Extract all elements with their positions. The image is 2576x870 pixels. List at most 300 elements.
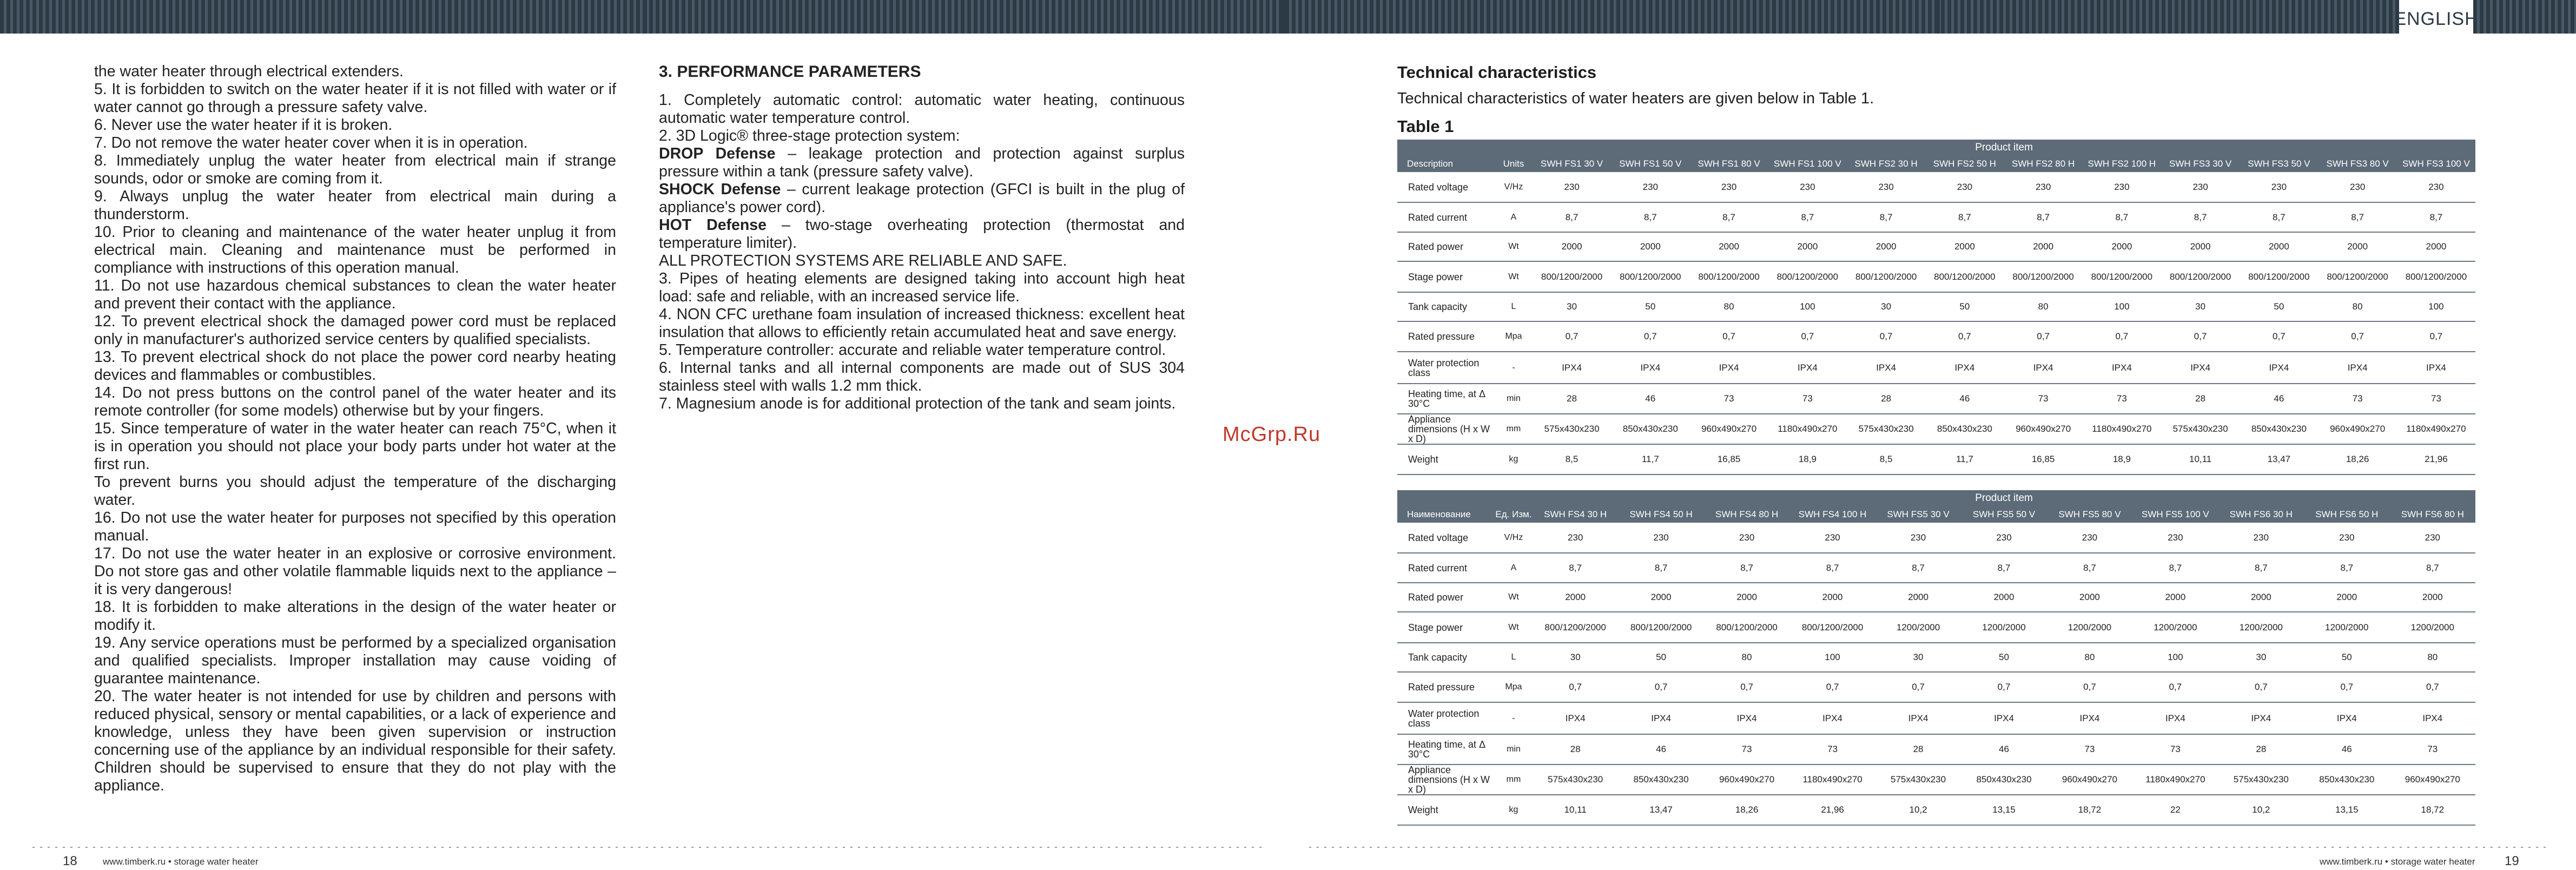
row-label: Heating time, at Δ 30°C <box>1397 384 1495 414</box>
value-cell: 80 <box>2390 643 2476 672</box>
row-unit: mm <box>1495 764 1533 795</box>
row-unit: - <box>1495 702 1533 734</box>
model-header: SWH FS4 80 H <box>1704 506 1789 523</box>
instruction-item: 10. Prior to cleaning and maintenance of the water heater unplug it from electrical main. Cleaning and maintenance must be performed in compliance with instructions of this operation manual. <box>94 223 616 276</box>
value-cell: IPX4 <box>2319 352 2397 384</box>
row-label: Water protection class <box>1397 352 1495 384</box>
value-cell: 2000 <box>1768 232 1847 261</box>
footer-dotted-rule <box>1309 847 2548 848</box>
value-cell: 80 <box>2047 643 2132 672</box>
value-cell: 100 <box>2083 292 2161 321</box>
table-row <box>1397 384 2475 414</box>
value-cell: 46 <box>2304 734 2389 764</box>
value-cell: 800/1200/2000 <box>1789 612 1875 643</box>
value-cell: 800/1200/2000 <box>2083 261 2161 292</box>
footer-site-right: www.timberk.ru • storage water heater <box>2320 856 2475 867</box>
value-cell: IPX4 <box>2304 702 2389 734</box>
value-cell: 8,7 <box>2218 553 2304 583</box>
value-cell: 850x430x230 <box>2240 414 2318 444</box>
value-cell: 30 <box>1847 292 1925 321</box>
value-cell: 8,7 <box>1690 202 1768 232</box>
value-cell: 28 <box>1875 734 1961 764</box>
value-cell: IPX4 <box>1875 702 1961 734</box>
row-label: Tank capacity <box>1397 643 1495 672</box>
header-blank <box>1495 490 1533 506</box>
header-blank <box>1397 490 1495 506</box>
language-label: ENGLISH <box>2399 0 2473 38</box>
product-item-header: Product item <box>1533 140 2475 156</box>
value-cell: 30 <box>1533 643 1618 672</box>
value-cell: 50 <box>1961 643 2046 672</box>
value-cell: IPX4 <box>1690 352 1768 384</box>
hot-defense <box>659 216 1185 252</box>
value-cell: 73 <box>1768 384 1847 414</box>
value-cell: 0,7 <box>1618 672 1703 702</box>
value-cell: 960x490x270 <box>2390 764 2476 795</box>
value-cell: 850x430x230 <box>1611 414 1689 444</box>
instruction-item: the water heater through electrical extenders. <box>94 63 404 80</box>
value-cell: 800/1200/2000 <box>2397 261 2475 292</box>
value-cell: 8,7 <box>2161 202 2240 232</box>
value-cell: IPX4 <box>1533 702 1618 734</box>
value-cell: 73 <box>2390 734 2476 764</box>
instruction-item: 15. Since temperature of water in the water heater can reach 75°C, when it is in operation you should not place your body parts under hot water at the first run. <box>94 420 616 473</box>
units-header: Ед. Изм. <box>1495 506 1533 523</box>
value-cell: IPX4 <box>1768 352 1847 384</box>
value-cell: 80 <box>1690 292 1768 321</box>
value-cell: 10,11 <box>1533 795 1618 825</box>
value-cell: 73 <box>2004 384 2083 414</box>
row-unit: Wt <box>1495 261 1533 292</box>
value-cell: 0,7 <box>1533 672 1618 702</box>
value-cell: 100 <box>2397 292 2475 321</box>
row-label: Stage power <box>1397 612 1495 643</box>
value-cell: 2000 <box>1533 232 1611 261</box>
row-unit: Mpa <box>1495 672 1533 702</box>
header-blank <box>1397 140 1495 156</box>
instruction-item: 17. Do not use the water heater in an explosive or corrosive environment. Do not store gas and other volatile flammable liquids next to the appliance – it is very dangerous! <box>94 545 616 598</box>
value-cell: 30 <box>2161 292 2240 321</box>
value-cell: 230 <box>1961 523 2046 553</box>
value-cell: 230 <box>1533 172 1611 202</box>
value-cell: 8,5 <box>1847 444 1925 474</box>
drop-defense-label: DROP Defense <box>659 145 776 162</box>
value-cell: 1200/2000 <box>2390 612 2476 643</box>
value-cell: 0,7 <box>1690 321 1768 352</box>
value-cell: 18,72 <box>2047 795 2132 825</box>
value-cell: 800/1200/2000 <box>1533 612 1618 643</box>
instruction-item: 14. Do not press buttons on the control panel of the water heater and its remote controller (for some models) otherwise but by your fingers. <box>94 384 616 419</box>
value-cell: 2000 <box>2319 232 2397 261</box>
value-cell: 230 <box>1925 172 2004 202</box>
model-header: SWH FS3 30 V <box>2161 156 2240 172</box>
value-cell: 11,7 <box>1925 444 2004 474</box>
value-cell: 8,7 <box>2004 202 2083 232</box>
page-number-left: 18 <box>63 854 77 868</box>
table-row <box>1397 553 2475 583</box>
value-cell: 8,7 <box>1847 202 1925 232</box>
model-header: SWH FS6 80 H <box>2390 506 2476 523</box>
shock-defense-label: SHOCK Defense <box>659 181 781 198</box>
model-header: SWH FS1 80 V <box>1690 156 1768 172</box>
table-row <box>1397 523 2475 553</box>
value-cell: 13,15 <box>1961 795 2046 825</box>
value-cell: 18,9 <box>2083 444 2161 474</box>
table-row <box>1397 583 2475 612</box>
shock-defense <box>659 181 1185 216</box>
value-cell: 800/1200/2000 <box>1690 261 1768 292</box>
instruction-item: 16. Do not use the water heater for purposes not specified by this operation manual. <box>94 509 616 544</box>
value-cell: 230 <box>2304 523 2389 553</box>
product-item-header: Product item <box>1533 490 2475 506</box>
value-cell: 0,7 <box>1611 321 1689 352</box>
value-cell: 50 <box>2304 643 2389 672</box>
value-cell: 21,96 <box>2397 444 2475 474</box>
value-cell: 800/1200/2000 <box>1533 261 1611 292</box>
value-cell: 50 <box>2240 292 2318 321</box>
row-unit: Wt <box>1495 612 1533 643</box>
row-unit: V/Hz <box>1495 523 1533 553</box>
value-cell: 1200/2000 <box>2047 612 2132 643</box>
value-cell: 960x490x270 <box>2047 764 2132 795</box>
param-1: 1. Completely automatic control: automatic water heating, continuous automatic water temperature control. <box>659 91 1185 127</box>
model-header: SWH FS4 100 H <box>1789 506 1875 523</box>
table-row <box>1397 764 2475 795</box>
model-header: SWH FS2 50 H <box>1925 156 2004 172</box>
value-cell: 16,85 <box>1690 444 1768 474</box>
value-cell: 0,7 <box>1789 672 1875 702</box>
row-label: Rated pressure <box>1397 321 1495 352</box>
value-cell: 230 <box>2390 523 2476 553</box>
value-cell: 230 <box>2240 172 2318 202</box>
value-cell: IPX4 <box>2240 352 2318 384</box>
value-cell: 2000 <box>2397 232 2475 261</box>
value-cell: 230 <box>1618 523 1703 553</box>
value-cell: 230 <box>1789 523 1875 553</box>
value-cell: 0,7 <box>2083 321 2161 352</box>
value-cell: 8,7 <box>2304 553 2389 583</box>
model-header: SWH FS4 50 H <box>1618 506 1703 523</box>
value-cell: 28 <box>1533 384 1611 414</box>
row-unit: min <box>1495 734 1533 764</box>
hot-defense-text: – two-stage overheating protection (thermostat and temperature limiter). <box>659 216 1185 252</box>
value-cell: 73 <box>1704 734 1789 764</box>
value-cell: IPX4 <box>1704 702 1789 734</box>
row-label: Heating time, at Δ 30°C <box>1397 734 1495 764</box>
model-header: SWH FS2 30 H <box>1847 156 1925 172</box>
value-cell: 850x430x230 <box>1925 414 2004 444</box>
value-cell: 2000 <box>2304 583 2389 612</box>
value-cell: 46 <box>1961 734 2046 764</box>
model-header: SWH FS1 50 V <box>1611 156 1689 172</box>
row-label: Tank capacity <box>1397 292 1495 321</box>
value-cell: 2000 <box>1847 232 1925 261</box>
watermark: McGrp.Ru <box>1223 423 1321 446</box>
model-header: SWH FS5 100 V <box>2132 506 2218 523</box>
value-cell: 8,7 <box>2240 202 2318 232</box>
value-cell: 0,7 <box>2004 321 2083 352</box>
model-header: SWH FS3 50 V <box>2240 156 2318 172</box>
row-label: Rated voltage <box>1397 172 1495 202</box>
value-cell: 0,7 <box>2240 321 2318 352</box>
row-unit: kg <box>1495 444 1533 474</box>
table-row <box>1397 702 2475 734</box>
value-cell: 230 <box>1768 172 1847 202</box>
value-cell: 230 <box>2397 172 2475 202</box>
value-cell: IPX4 <box>1611 352 1689 384</box>
performance-parameters-column <box>659 63 1185 413</box>
value-cell: 73 <box>2132 734 2218 764</box>
value-cell: 1200/2000 <box>1875 612 1961 643</box>
instruction-item: 20. The water heater is not intended for use by children and persons with reduced physical, sensory or mental capabilities, or a lack of experience and knowledge, unless they have been given supervision or instruction concerning use of the appliance by an individual responsible for their safety. Children should be supervised to ensure that they do not play with the appliance. <box>94 688 616 794</box>
value-cell: IPX4 <box>1618 702 1703 734</box>
value-cell: 2000 <box>1690 232 1768 261</box>
value-cell: IPX4 <box>2218 702 2304 734</box>
tech-subtitle: Technical characteristics of water heaters are given below in Table 1. <box>1397 90 1874 107</box>
value-cell: 73 <box>2397 384 2475 414</box>
value-cell: 28 <box>1533 734 1618 764</box>
drop-defense <box>659 145 1185 181</box>
value-cell: IPX4 <box>1533 352 1611 384</box>
value-cell: 1200/2000 <box>1961 612 2046 643</box>
table-row <box>1397 292 2475 321</box>
value-cell: 73 <box>1789 734 1875 764</box>
row-unit: - <box>1495 352 1533 384</box>
param-7: 7. Magnesium anode is for additional protection of the tank and seam joints. <box>659 395 1176 412</box>
value-cell: 46 <box>1611 384 1689 414</box>
instruction-item: 11. Do not use hazardous chemical substances to clean the water heater and prevent their contact with the appliance. <box>94 277 616 312</box>
value-cell: 100 <box>1789 643 1875 672</box>
value-cell: IPX4 <box>2083 352 2161 384</box>
value-cell: 21,96 <box>1789 795 1875 825</box>
row-label: Appliance dimensions (H x W x D) <box>1397 414 1495 444</box>
value-cell: 800/1200/2000 <box>1611 261 1689 292</box>
value-cell: 8,7 <box>1533 553 1618 583</box>
value-cell: 80 <box>1704 643 1789 672</box>
value-cell: 850x430x230 <box>1618 764 1703 795</box>
value-cell: 800/1200/2000 <box>1847 261 1925 292</box>
value-cell: 2000 <box>2004 232 2083 261</box>
value-cell: 800/1200/2000 <box>1925 261 2004 292</box>
instruction-item: To prevent burns you should adjust the temperature of the discharging water. <box>94 473 616 509</box>
value-cell: 230 <box>1847 172 1925 202</box>
value-cell: 2000 <box>1875 583 1961 612</box>
value-cell: 8,7 <box>1618 553 1703 583</box>
row-unit: Wt <box>1495 232 1533 261</box>
header-blank <box>1495 140 1533 156</box>
value-cell: 10,2 <box>2218 795 2304 825</box>
value-cell: 2000 <box>1611 232 1689 261</box>
value-cell: 0,7 <box>1533 321 1611 352</box>
hot-defense-label: HOT Defense <box>659 216 767 234</box>
value-cell: 0,7 <box>2218 672 2304 702</box>
row-label: Rated power <box>1397 583 1495 612</box>
value-cell: 8,7 <box>2132 553 2218 583</box>
row-unit: V/Hz <box>1495 172 1533 202</box>
instruction-item: 12. To prevent electrical shock the damaged power cord must be replaced only in manufacturer's authorized service centers by qualified specialists. <box>94 313 616 348</box>
model-header: SWH FS3 80 V <box>2319 156 2397 172</box>
description-header: Description <box>1397 156 1495 172</box>
value-cell: 960x490x270 <box>2004 414 2083 444</box>
table-row <box>1397 202 2475 232</box>
param-4: 4. NON CFC urethane foam insulation of increased thickness: excellent heat insulation that allows to efficiently retain accumulated heat and save energy. <box>659 306 1185 341</box>
value-cell: 2000 <box>1618 583 1703 612</box>
value-cell: 1200/2000 <box>2218 612 2304 643</box>
protection-statement: ALL PROTECTION SYSTEMS ARE RELIABLE AND SAFE. <box>659 252 1067 269</box>
value-cell: 800/1200/2000 <box>2004 261 2083 292</box>
value-cell: 73 <box>1690 384 1768 414</box>
value-cell: 28 <box>2161 384 2240 414</box>
value-cell: 46 <box>1925 384 2004 414</box>
value-cell: 230 <box>1690 172 1768 202</box>
value-cell: 13,47 <box>1618 795 1703 825</box>
row-unit: A <box>1495 553 1533 583</box>
value-cell: 230 <box>2132 523 2218 553</box>
value-cell: 575x430x230 <box>2161 414 2240 444</box>
value-cell: 8,7 <box>1961 553 2046 583</box>
value-cell: 50 <box>1925 292 2004 321</box>
value-cell: 0,7 <box>1961 672 2046 702</box>
value-cell: IPX4 <box>2161 352 2240 384</box>
value-cell: 2000 <box>2161 232 2240 261</box>
value-cell: 2000 <box>2390 583 2476 612</box>
value-cell: 8,7 <box>1704 553 1789 583</box>
value-cell: 1180x490x270 <box>2397 414 2475 444</box>
value-cell: 575x430x230 <box>2218 764 2304 795</box>
value-cell: 230 <box>1611 172 1689 202</box>
value-cell: IPX4 <box>1847 352 1925 384</box>
value-cell: 18,26 <box>1704 795 1789 825</box>
table-row <box>1397 672 2475 702</box>
value-cell: 2000 <box>2218 583 2304 612</box>
value-cell: IPX4 <box>2047 702 2132 734</box>
value-cell: 80 <box>2319 292 2397 321</box>
table-row <box>1397 352 2475 384</box>
value-cell: 13,15 <box>2304 795 2389 825</box>
row-label: Rated current <box>1397 553 1495 583</box>
value-cell: 1200/2000 <box>2132 612 2218 643</box>
row-unit: Mpa <box>1495 321 1533 352</box>
value-cell: 0,7 <box>1768 321 1847 352</box>
tech-title: Technical characteristics <box>1397 63 1597 82</box>
value-cell: 73 <box>2083 384 2161 414</box>
page-number-right: 19 <box>2505 854 2519 868</box>
value-cell: 22 <box>2132 795 2218 825</box>
value-cell: 2000 <box>1533 583 1618 612</box>
instruction-item: 6. Never use the water heater if it is broken. <box>94 116 393 134</box>
value-cell: 0,7 <box>1875 672 1961 702</box>
row-unit: kg <box>1495 795 1533 825</box>
table-row <box>1397 734 2475 764</box>
row-label: Rated pressure <box>1397 672 1495 702</box>
value-cell: 800/1200/2000 <box>1768 261 1847 292</box>
value-cell: 2000 <box>1789 583 1875 612</box>
value-cell: 8,7 <box>2083 202 2161 232</box>
instruction-item: 9. Always unplug the water heater from electrical main during a thunderstorm. <box>94 188 616 223</box>
model-header: SWH FS5 80 V <box>2047 506 2132 523</box>
value-cell: 8,7 <box>2047 553 2132 583</box>
value-cell: 800/1200/2000 <box>1618 612 1703 643</box>
units-header: Units <box>1495 156 1533 172</box>
value-cell: 2000 <box>2083 232 2161 261</box>
value-cell: 73 <box>2047 734 2132 764</box>
value-cell: 230 <box>1704 523 1789 553</box>
value-cell: 50 <box>1618 643 1703 672</box>
value-cell: 2000 <box>2132 583 2218 612</box>
footer-site-left: www.timberk.ru • storage water heater <box>103 856 259 867</box>
value-cell: 230 <box>1875 523 1961 553</box>
header-stripe-bar <box>0 0 2576 34</box>
model-header: SWH FS1 30 V <box>1533 156 1611 172</box>
value-cell: IPX4 <box>2132 702 2218 734</box>
value-cell: 1180x490x270 <box>2083 414 2161 444</box>
value-cell: 30 <box>1533 292 1611 321</box>
value-cell: 50 <box>1611 292 1689 321</box>
value-cell: IPX4 <box>2390 702 2476 734</box>
value-cell: 30 <box>1875 643 1961 672</box>
value-cell: 230 <box>2083 172 2161 202</box>
value-cell: IPX4 <box>2004 352 2083 384</box>
table-row <box>1397 795 2475 825</box>
value-cell: 10,11 <box>2161 444 2240 474</box>
value-cell: 575x430x230 <box>1533 764 1618 795</box>
value-cell: 230 <box>2161 172 2240 202</box>
table-row <box>1397 172 2475 202</box>
table-label: Table 1 <box>1397 117 1454 136</box>
table-row <box>1397 261 2475 292</box>
row-unit: L <box>1495 292 1533 321</box>
footer-dotted-rule <box>32 847 1266 848</box>
row-label: Rated current <box>1397 202 1495 232</box>
value-cell: 18,26 <box>2319 444 2397 474</box>
table-row <box>1397 612 2475 643</box>
value-cell: 0,7 <box>1704 672 1789 702</box>
value-cell: 11,7 <box>1611 444 1689 474</box>
value-cell: 2000 <box>2240 232 2318 261</box>
value-cell: 0,7 <box>1925 321 2004 352</box>
description-header: Наименование <box>1397 506 1495 523</box>
value-cell: 0,7 <box>2161 321 2240 352</box>
stripe-divider <box>1282 0 1285 34</box>
value-cell: 800/1200/2000 <box>2161 261 2240 292</box>
value-cell: 18,72 <box>2390 795 2476 825</box>
value-cell: 230 <box>2047 523 2132 553</box>
row-label: Weight <box>1397 795 1495 825</box>
value-cell: 18,9 <box>1768 444 1847 474</box>
value-cell: 0,7 <box>1847 321 1925 352</box>
value-cell: 850x430x230 <box>1961 764 2046 795</box>
value-cell: 8,7 <box>1789 553 1875 583</box>
value-cell: 8,7 <box>1768 202 1847 232</box>
row-label: Water protection class <box>1397 702 1495 734</box>
value-cell: 46 <box>2240 384 2318 414</box>
value-cell: IPX4 <box>1789 702 1875 734</box>
table-row <box>1397 414 2475 444</box>
value-cell: 0,7 <box>2319 321 2397 352</box>
value-cell: 8,7 <box>2397 202 2475 232</box>
value-cell: 230 <box>2319 172 2397 202</box>
row-unit: min <box>1495 384 1533 414</box>
value-cell: 2000 <box>1925 232 2004 261</box>
value-cell: 960x490x270 <box>1704 764 1789 795</box>
value-cell: 230 <box>2218 523 2304 553</box>
value-cell: 10,2 <box>1875 795 1961 825</box>
value-cell: 1180x490x270 <box>2132 764 2218 795</box>
value-cell: 960x490x270 <box>2319 414 2397 444</box>
param-2: 2. 3D Logic® three-stage protection system: <box>659 127 960 144</box>
row-unit: L <box>1495 643 1533 672</box>
value-cell: 30 <box>2218 643 2304 672</box>
